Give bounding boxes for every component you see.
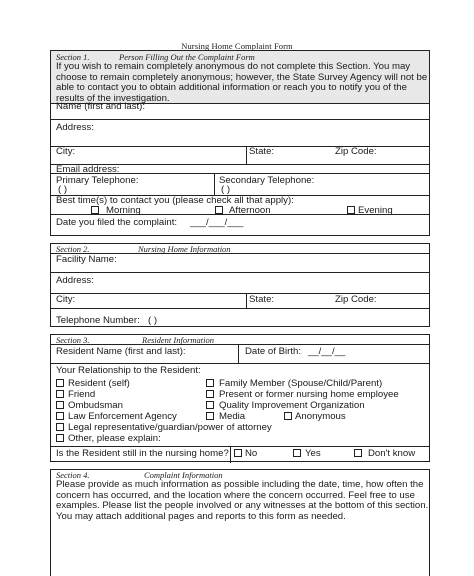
s3-employee-label: Present or former nursing home employee bbox=[219, 389, 399, 400]
s2-phone-label: Telephone Number: bbox=[56, 315, 140, 326]
s3-name-divider bbox=[238, 345, 239, 363]
s1-name-label: Name (first and last): bbox=[56, 101, 146, 112]
section-3-box bbox=[50, 334, 430, 462]
section-3-number: Section 3. bbox=[56, 335, 90, 345]
s3-legal-rep-label: Legal representative/guardian/power of attorney bbox=[68, 422, 272, 433]
s3-other-label: Other, please explain: bbox=[68, 433, 161, 444]
section-1-header bbox=[51, 51, 429, 104]
section-4-number: Section 4. bbox=[56, 470, 90, 480]
s1-secondary-phone-parens[interactable]: ( ) bbox=[221, 184, 231, 195]
section-1-number: Section 1. bbox=[56, 52, 90, 62]
s3-qio-label: Quality Improvement Organization bbox=[219, 400, 365, 411]
s3-relationship-row bbox=[51, 363, 429, 364]
s1-best-time-label: Best time(s) to contact you (please check all that apply): bbox=[56, 195, 294, 206]
s3-legal-rep-checkbox[interactable] bbox=[56, 423, 64, 431]
s2-phone-row bbox=[51, 308, 429, 309]
section-1-title: Person Filling Out the Complaint Form bbox=[119, 52, 255, 62]
s1-state-label: State: bbox=[249, 146, 275, 157]
section-1-intro-line-4: results of the investigation. bbox=[56, 92, 170, 104]
section-3-title: Resident Information bbox=[142, 335, 215, 345]
s2-phone-parens[interactable]: ( ) bbox=[148, 315, 158, 326]
s1-city-divider bbox=[246, 147, 247, 164]
s3-family-member-checkbox[interactable] bbox=[206, 379, 214, 387]
s3-ombudsman-checkbox[interactable] bbox=[56, 401, 64, 409]
s3-still-dont-know-label: Don't know bbox=[368, 448, 416, 459]
s3-still-dont-know-checkbox[interactable] bbox=[354, 449, 362, 457]
section-4-title: Complaint Information bbox=[144, 470, 223, 480]
section-1-box bbox=[50, 50, 430, 236]
s3-resident-name-label: Resident Name (first and last): bbox=[56, 346, 186, 357]
s1-zip-label: Zip Code: bbox=[335, 146, 377, 157]
s2-state-label: State: bbox=[249, 294, 275, 305]
s3-anonymous-checkbox[interactable] bbox=[284, 412, 292, 420]
section-1-intro-line-1: If you wish to remain completely anonymous do not complete this Section. You may bbox=[56, 61, 411, 72]
s3-resident-self-checkbox[interactable] bbox=[56, 379, 64, 387]
s3-still-yes-checkbox[interactable] bbox=[293, 449, 301, 457]
s3-law-enforcement-checkbox[interactable] bbox=[56, 412, 64, 420]
s2-city-label: City: bbox=[56, 294, 76, 305]
section-2-title: Nursing Home Information bbox=[138, 244, 231, 254]
s1-evening-label: Evening bbox=[358, 205, 393, 216]
s3-still-no-label: No bbox=[245, 448, 258, 459]
s1-afternoon-label: Afternoon bbox=[229, 205, 271, 216]
section-3-header bbox=[51, 335, 429, 345]
s3-other-checkbox[interactable] bbox=[56, 434, 64, 442]
s1-address-row bbox=[51, 119, 429, 146]
s3-friend-checkbox[interactable] bbox=[56, 390, 64, 398]
s2-zip-label: Zip Code: bbox=[335, 294, 377, 305]
s3-still-in-home-label: Is the Resident still in the nursing home? bbox=[56, 448, 229, 459]
section-4-intro-line-1: Please provide as much information as possible including the date, time, how often the bbox=[56, 479, 424, 490]
s1-primary-phone-label: Primary Telephone: bbox=[56, 175, 139, 186]
s3-dob-label: Date of Birth: bbox=[245, 346, 301, 357]
section-2-box bbox=[50, 243, 430, 327]
s1-primary-phone-parens[interactable]: ( ) bbox=[58, 184, 68, 195]
section-1-intro-line-2: choose to remain completely anonymous; however, the State Survey Agency will not be bbox=[56, 71, 428, 83]
document-title: Nursing Home Complaint Form bbox=[181, 41, 293, 51]
section-4-intro-line-3: examples. Please list the people involved or any witnesses at the bottom of this section. bbox=[56, 500, 429, 511]
s1-date-filed-label: Date you filed the complaint: bbox=[56, 217, 178, 228]
s1-email-label: Email address: bbox=[56, 164, 120, 175]
s3-law-enforcement-label: Law Enforcement Agency bbox=[68, 411, 177, 422]
s2-city-divider bbox=[246, 294, 247, 308]
s3-friend-label: Friend bbox=[68, 389, 96, 400]
s3-family-member-label: Family Member (Spouse/Child/Parent) bbox=[219, 378, 383, 389]
s1-evening-checkbox[interactable] bbox=[347, 206, 355, 214]
s1-date-filed-field[interactable]: ___/___/___ bbox=[190, 217, 244, 228]
s1-address-label: Address: bbox=[56, 122, 94, 133]
s2-address-label: Address: bbox=[56, 275, 94, 286]
s1-date-filed-row bbox=[51, 214, 429, 215]
s3-still-yes-label: Yes bbox=[305, 448, 321, 459]
s1-secondary-phone-label: Secondary Telephone: bbox=[219, 175, 315, 186]
s3-anonymous-label: Anonymous bbox=[295, 411, 346, 422]
s3-qio-checkbox[interactable] bbox=[206, 401, 214, 409]
s3-still-divider bbox=[230, 447, 231, 463]
s3-still-no-checkbox[interactable] bbox=[234, 449, 242, 457]
s2-address-row bbox=[51, 272, 429, 273]
s3-resident-self-label: Resident (self) bbox=[68, 378, 130, 389]
s3-employee-checkbox[interactable] bbox=[206, 390, 214, 398]
s4-complaint-text-area[interactable] bbox=[51, 524, 429, 576]
s3-dob-field[interactable]: __/__/__ bbox=[308, 346, 346, 357]
s3-ombudsman-label: Ombudsman bbox=[68, 400, 123, 411]
s1-city-label: City: bbox=[56, 146, 76, 157]
section-2-number: Section 2. bbox=[56, 244, 90, 254]
section-4-intro-line-2: concern has occurred, and the location where the concern occurred. Feel free to use bbox=[56, 489, 415, 501]
s3-relationship-label: Your Relationship to the Resident: bbox=[56, 365, 201, 376]
s1-phone-divider bbox=[214, 174, 215, 195]
section-2-header bbox=[51, 244, 429, 254]
section-4-box bbox=[50, 469, 430, 576]
s3-media-checkbox[interactable] bbox=[206, 412, 214, 420]
s1-morning-checkbox[interactable] bbox=[91, 206, 99, 214]
section-1-intro-line-3: able to contact you to obtain additional information or reach you to notify you of the bbox=[56, 82, 407, 93]
s3-media-label: Media bbox=[219, 411, 246, 422]
section-4-intro-line-4: You may attach additional pages and reports to this form as needed. bbox=[56, 510, 346, 522]
s2-facility-label: Facility Name: bbox=[56, 254, 117, 265]
s1-morning-label: Morning bbox=[106, 205, 141, 216]
s1-afternoon-checkbox[interactable] bbox=[215, 206, 223, 214]
